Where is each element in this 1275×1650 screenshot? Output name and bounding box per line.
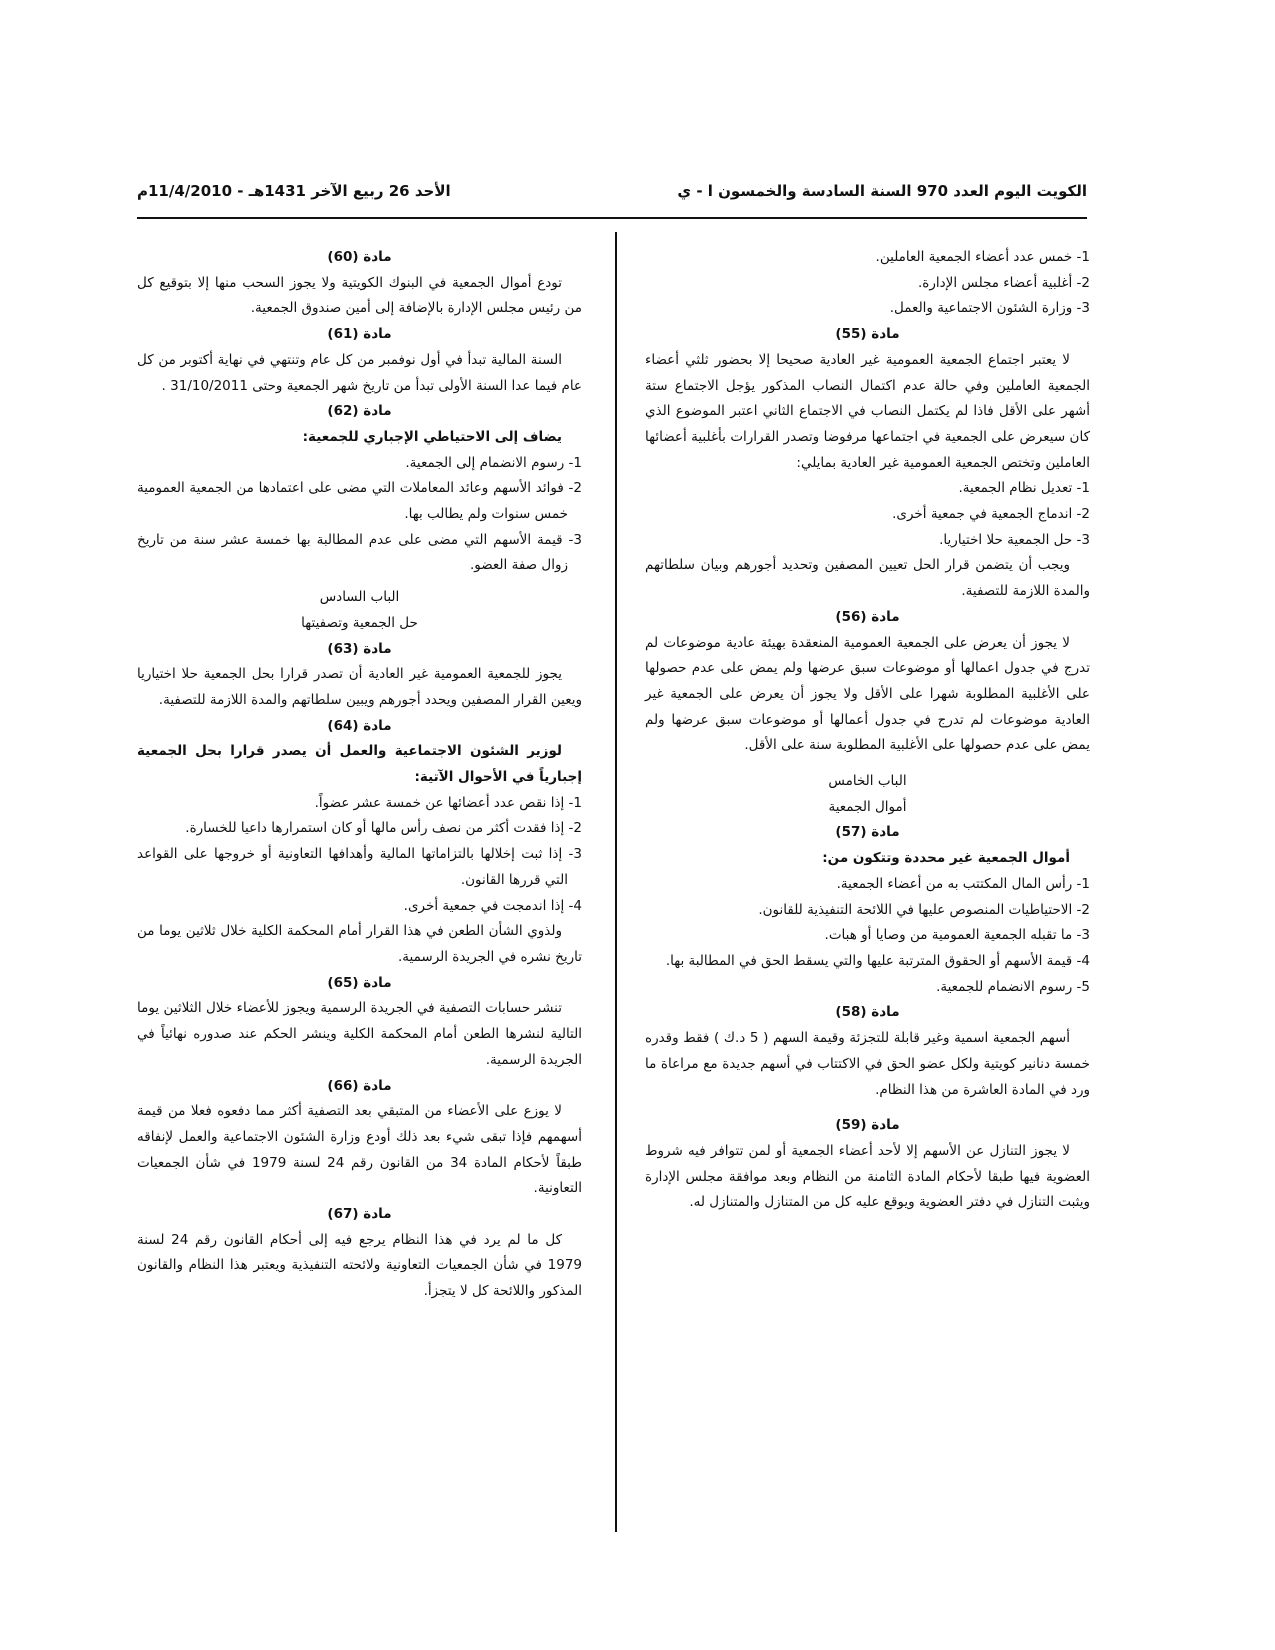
article-heading: مادة (59) [835, 1117, 900, 1134]
article-text: يضاف إلى الاحتياطي الإجباري للجمعية: [302, 428, 562, 445]
column-divider [615, 232, 617, 1532]
article-heading: مادة (65) [327, 974, 392, 991]
article-text: يجوز للجمعية العمومية غير العادية أن تصدر قرارا بحل الجمعية حلا اختياريا ويعين القرار المصفين ويحدد أجورهم ويبين سلطاتهم والمدة اللازمة للتصفية. [137, 666, 582, 708]
list-item: 4- إذا اندمجت في جمعية أخرى. [403, 897, 582, 914]
article-heading: مادة (55) [835, 326, 900, 343]
header-date: الأحد 26 ربيع الآخر 1431هـ - 11/4/2010م [137, 182, 451, 200]
article-text: تنشر حسابات التصفية في الجريدة الرسمية ويجوز للأعضاء خلال الثلاثين يوما التالية لنشرها الطعن أمام المحكمة الكلية وينشر الحكم عند صدوره نهائياً في الجريدة الرسمية. [137, 1000, 582, 1068]
list-item: 2- فوائد الأسهم وعائد المعاملات التي مضى على اعتمادها من الجمعية العمومية خمس سنوات ولم يطالب بها. [137, 480, 582, 523]
article-text: لوزير الشئون الاجتماعية والعمل أن يصدر قرارا بحل الجمعية إجبارياً في الأحوال الآتية: [137, 743, 582, 786]
left-column [137, 245, 582, 1305]
list-item: 5- رسوم الانضمام للجمعية. [936, 978, 1090, 995]
header-rule [137, 217, 1087, 219]
page-header [137, 182, 1087, 212]
list-item: 1- رسوم الانضمام إلى الجمعية. [405, 454, 582, 471]
article-text: ولذوي الشأن الطعن في هذا القرار أمام المحكمة الكلية خلال ثلاثين يوما من تاريخ نشره في الجريدة الرسمية. [137, 923, 582, 965]
article-text: لا يعتبر اجتماع الجمعية العمومية غير العادية صحيحا إلا بحضور ثلثي أعضاء الجمعية العاملين وفي حالة عدم اكتمال النصاب المذكور يؤجل الاجتماع ستة أشهر على الأقل فاذا لم يكتمل النصاب في الاجتماع الثاني اعتبر الموضوع الذي كان سيعرض على الجمعية في اجتماعها مرفوضا وتصدر القرارات بأغلبية أعضائها العاملين وتختص الجمعية العمومية غير العادية بمايلي: [645, 351, 1090, 471]
article-text: أسهم الجمعية اسمية وغير قابلة للتجزئة وقيمة السهم ( 5 د.ك ) فقط وقدره خمسة دنانير كويتية ولكل عضو الحق في الاكتتاب في أسهم جديدة مع مراعاة ما ورد في المادة العاشرة من هذا النظام. [645, 1030, 1090, 1098]
article-heading: مادة (63) [327, 640, 392, 657]
article-heading: مادة (61) [327, 326, 392, 343]
list-item: 2- اندماج الجمعية في جمعية أخرى. [892, 506, 1090, 523]
list-item: 2- الاحتياطيات المنصوص عليها في اللائحة التنفيذية للقانون. [758, 901, 1090, 918]
article-text: ويجب أن يتضمن قرار الحل تعيين المصفين وتحديد أجورهم وبيان سلطاتهم والمدة اللازمة للتصفية. [645, 557, 1090, 600]
article-text: تودع أموال الجمعية في البنوك الكويتية ولا يجوز السحب منها إلا بتوقيع كل من رئيس مجلس الإدارة بالإضافة إلى أمين صندوق الجمعية. [137, 274, 582, 317]
article-text: لا يجوز أن يعرض على الجمعية العمومية المنعقدة بهيئة عادية موضوعات لم تدرج في جدول اعمالها أو موضوعات سبق عرضها ولم يمض على عدم حصولها على الأغلبية المطلوبة شهرا على الأقل ولا يجوز أن يعرض على الجمعية غير العادية موضوعات لم تدرج في جدول أعمالها أو موضوعات سبق عرضها ولم يمض على عدم حصولها على الأغلبية المطلوبة سنة على الأقل. [645, 634, 1090, 754]
list-item: 3- وزارة الشئون الاجتماعية والعمل. [889, 300, 1090, 317]
article-text: كل ما لم يرد في هذا النظام يرجع فيه إلى أحكام القانون رقم 24 لسنة 1979 في شأن الجمعيات التعاونية ولائحته التنفيذية ويعتبر هذا النظام والقانون المذكور واللائحة كل لا يتجزأ. [137, 1231, 582, 1300]
article-heading: مادة (66) [327, 1077, 392, 1094]
list-item: 3- ما تقبله الجمعية العمومية من وصايا أو هبات. [824, 927, 1090, 944]
list-item: 1- رأس المال المكتتب به من أعضاء الجمعية. [836, 875, 1090, 892]
right-column [645, 245, 1090, 1216]
article-text: لا يجوز التنازل عن الأسهم إلا لأحد أعضاء الجمعية أو لمن تتوافر فيه شروط العضوية فيها طبقا لأحكام المادة الثامنة من النظام وبعد موافقة مجلس الإدارة ويثبت التنازل في دفتر العضوية ويوقع عليه كل من المتنازل والمتنازل له. [645, 1142, 1090, 1211]
list-item: 2- أغلبية أعضاء مجلس الإدارة. [918, 274, 1090, 291]
list-item: 3- إذا ثبت إخلالها بالتزاماتها المالية وأهدافها التعاونية أو خروجها على القواعد التي قررها القانون. [137, 846, 582, 888]
list-item: 4- قيمة الأسهم أو الحقوق المترتبة عليها والتي يسقط الحق في المطالبة بها. [665, 952, 1090, 969]
article-text: لا يوزع على الأعضاء من المتبقي بعد التصفية أكثر مما دفعوه فعلا من قيمة أسهمهم فإذا تبقى شيء بعد ذلك أودع وزارة الشئون الاجتماعية والعمل لإنفاقه طبقاً لأحكام المادة 34 من القانون رقم 24 لسنة 1979 في شأن الجمعيات التعاونية. [137, 1103, 582, 1197]
chapter-title: حل الجمعية وتصفيتها [301, 614, 418, 631]
chapter-heading: الباب السادس [319, 589, 400, 606]
article-heading: مادة (58) [835, 1004, 900, 1021]
article-heading: مادة (64) [327, 717, 392, 734]
article-heading: مادة (56) [835, 608, 900, 625]
list-item: 3- حل الجمعية حلا اختياريا. [939, 531, 1090, 548]
header-issue-info: الكويت اليوم العدد 970 السنة السادسة والخمسون ا - ي [677, 182, 1087, 200]
chapter-title: أموال الجمعية [828, 798, 907, 815]
article-heading: مادة (57) [835, 824, 900, 841]
list-item: 1- خمس عدد أعضاء الجمعية العاملين. [875, 249, 1090, 265]
list-item: 3- قيمة الأسهم التي مضى على عدم المطالبة بها خمسة عشر سنة من تاريخ زوال صفة العضو. [137, 531, 582, 574]
article-text: السنة المالية تبدأ في أول نوفمبر من كل عام وتنتهي في نهاية أكتوبر من كل عام فيما عدا السنة الأولى تبدأ من تاريخ شهر الجمعية وحتى 31/10/2011 . [137, 351, 582, 394]
article-heading: مادة (67) [327, 1206, 392, 1223]
article-text: أموال الجمعية غير محددة وتتكون من: [822, 850, 1070, 867]
list-item: 1- تعديل نظام الجمعية. [958, 480, 1090, 497]
list-item: 1- إذا نقص عدد أعضائها عن خمسة عشر عضواً. [314, 794, 582, 811]
article-heading: مادة (62) [327, 403, 392, 420]
chapter-heading: الباب الخامس [828, 773, 907, 790]
list-item: 2- إذا فقدت أكثر من نصف رأس مالها أو كان استمرارها داعيا للخسارة. [185, 820, 582, 837]
article-heading: مادة (60) [327, 249, 392, 265]
